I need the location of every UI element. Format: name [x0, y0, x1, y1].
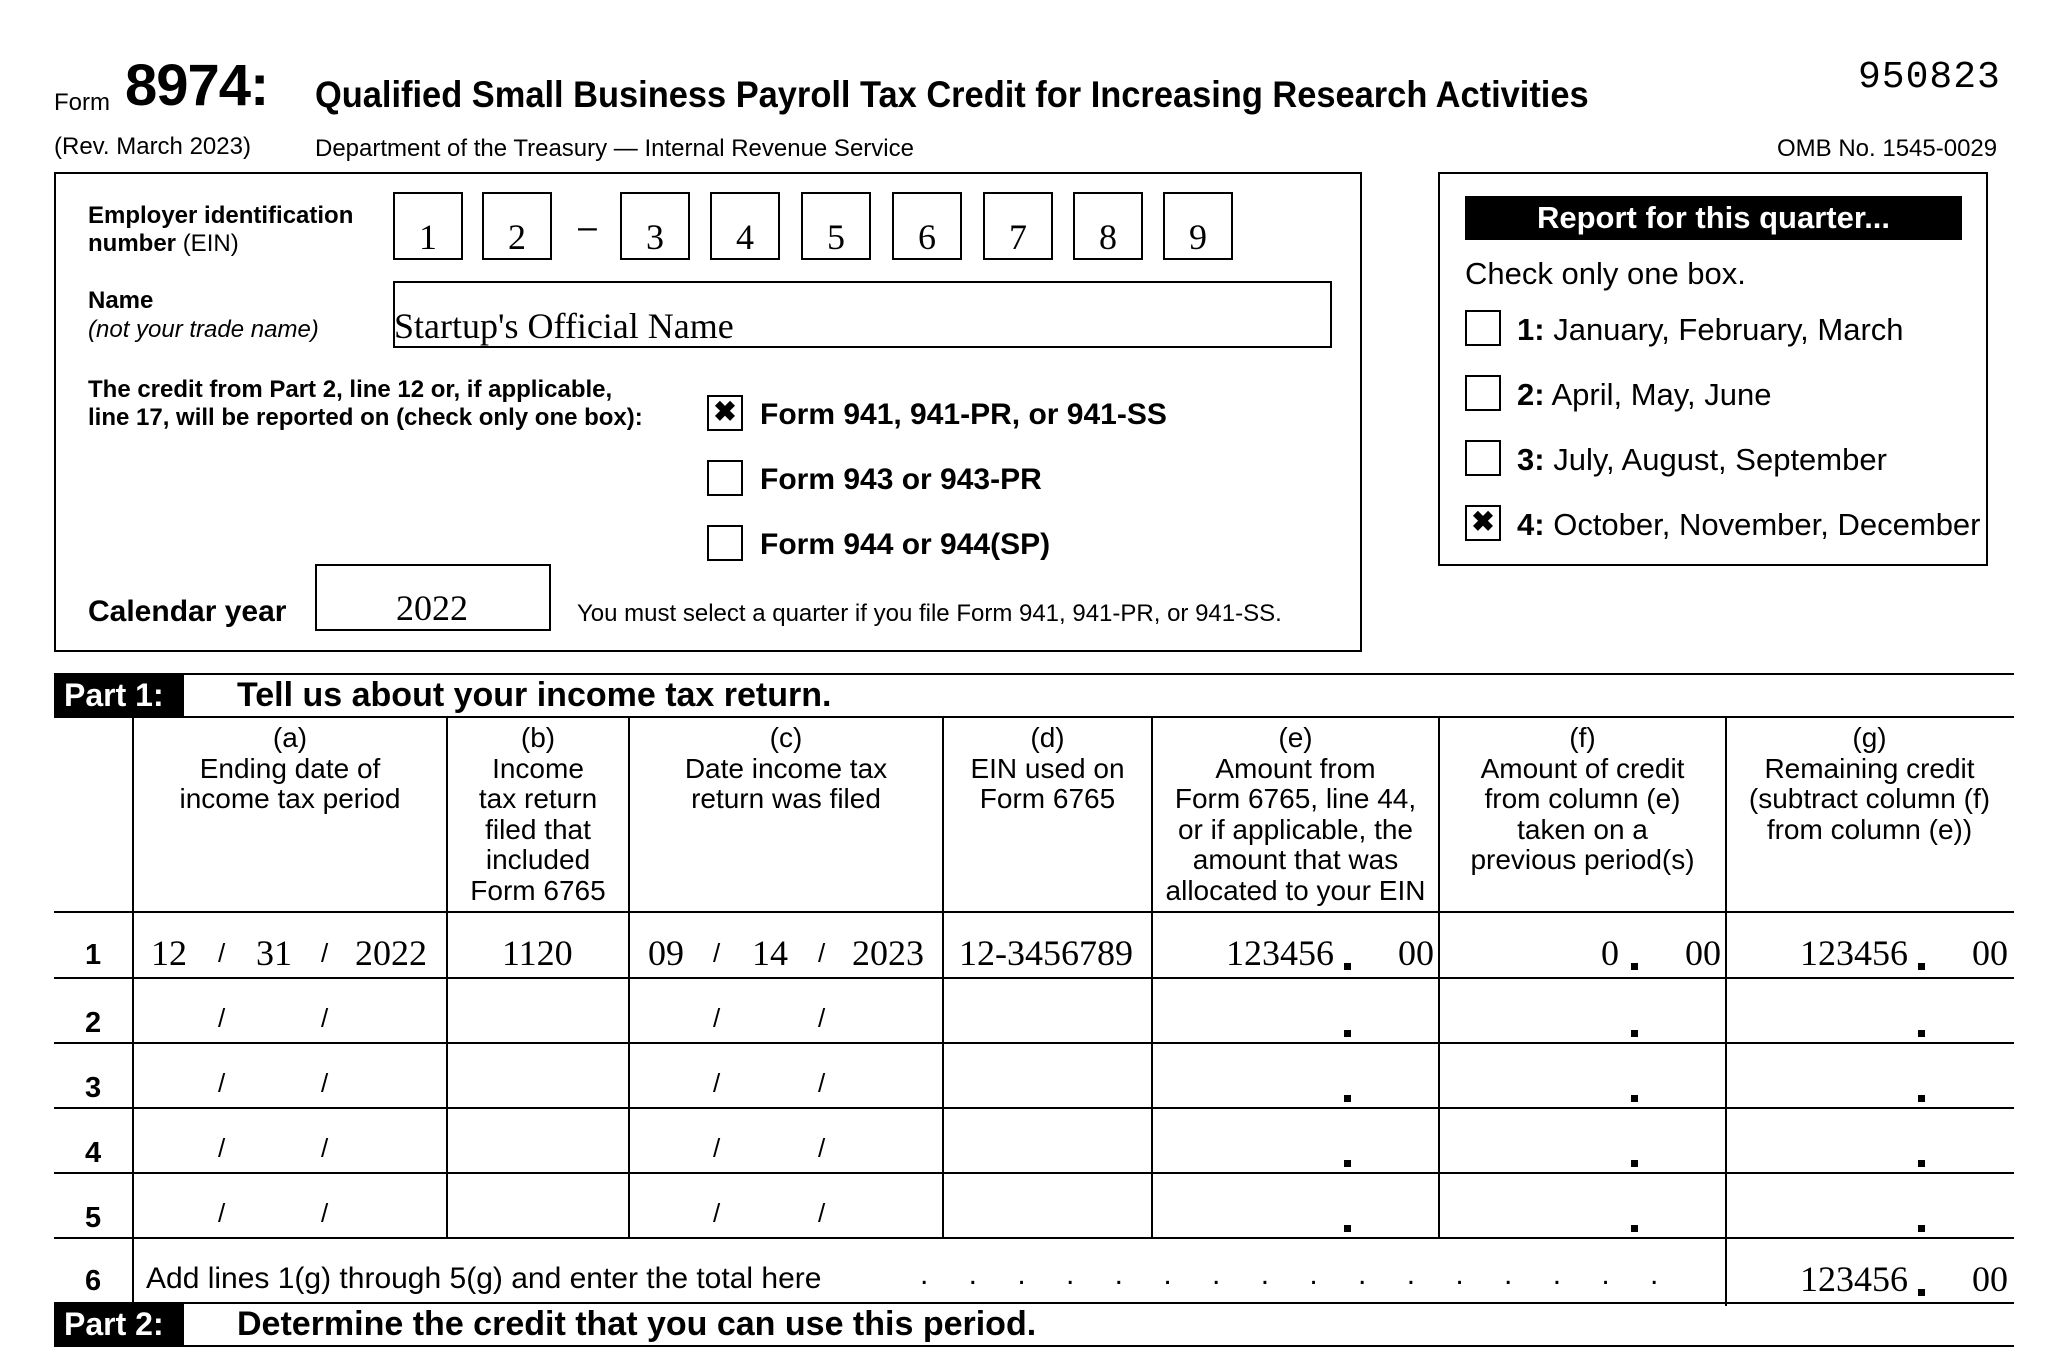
ein-digit-7[interactable]: 7: [983, 192, 1053, 260]
col-letter-d: (d): [1030, 722, 1065, 753]
col-text-g: Remaining credit (subtract column (f) from column (e)): [1748, 752, 1991, 845]
col-header-c: [630, 723, 942, 815]
quarter-4-checkbox[interactable]: [1465, 505, 1501, 541]
row-1-c-year[interactable]: 2023: [852, 933, 924, 973]
ein-label-number: number: [88, 230, 177, 257]
date-slash: /: [218, 1133, 226, 1163]
col-text-d: EIN used on Form 6765: [970, 752, 1125, 814]
date-slash: /: [818, 1068, 826, 1098]
decimal-point: [1918, 1160, 1925, 1167]
part2-title: Determine the credit that you can use this period.: [237, 1305, 1037, 1343]
quarter-4-text: October, November, December: [1553, 507, 1981, 542]
row-1-number: 1: [85, 939, 102, 971]
col-text-e: Amount from Form 6765, line 44, or if applicable, the amount that was allocated to your EIN: [1165, 752, 1426, 906]
date-slash: /: [713, 1133, 721, 1163]
decimal-point: [1344, 1030, 1351, 1037]
row-1-f-cents[interactable]: 00: [1685, 933, 1721, 973]
name-label: Name: [88, 287, 154, 314]
row-1-e-dollars[interactable]: 123456: [1226, 933, 1334, 973]
credit-report-label-line1: The credit from Part 2, line 12 or, if applicable,: [88, 376, 613, 403]
col-header-e: [1153, 723, 1438, 906]
date-slash: /: [818, 1003, 826, 1033]
decimal-point: [1631, 963, 1638, 970]
part1-tag: Part 1:: [54, 674, 184, 716]
col-text-c: Date income tax return was filed: [684, 752, 888, 814]
row-1-a-day[interactable]: 31: [256, 933, 292, 973]
row-1-e-cents[interactable]: 00: [1398, 933, 1434, 973]
quarter-3-label: [1517, 442, 1887, 478]
date-slash: /: [818, 1198, 826, 1228]
row-rule: [54, 1302, 2014, 1304]
col-letter-c: (c): [769, 722, 803, 753]
decimal-point: [1344, 1095, 1351, 1102]
decimal-point: [1631, 1030, 1638, 1037]
col-letter-b: (b): [520, 722, 556, 753]
form-code: 950823: [1858, 56, 2001, 99]
form-944-checkbox[interactable]: [707, 525, 743, 561]
quarter-2-label: [1517, 377, 1771, 413]
row-6-number: 6: [85, 1265, 102, 1297]
ein-digit-9[interactable]: 9: [1163, 192, 1233, 260]
row-rule: [54, 1107, 2014, 1109]
date-slash: /: [713, 938, 721, 968]
calendar-year-value: 2022: [396, 588, 468, 628]
date-slash: /: [818, 938, 826, 968]
line6-cents[interactable]: 00: [1972, 1259, 2008, 1299]
part1-header-rule: [54, 716, 2014, 718]
ein-label: [88, 202, 353, 258]
decimal-point: [1918, 1225, 1925, 1232]
ein-dash: –: [578, 208, 597, 246]
ein-digit-5[interactable]: 5: [801, 192, 871, 260]
decimal-point: [1344, 963, 1351, 970]
form-943-checkbox[interactable]: [707, 460, 743, 496]
row-1-a-year[interactable]: 2022: [355, 933, 427, 973]
col-header-a: [134, 723, 446, 815]
quarter-4-label: [1517, 507, 1981, 543]
col-header-b: [448, 723, 628, 906]
ein-label-line1: Employer identification: [88, 202, 354, 229]
row-1-c-month[interactable]: 09: [648, 933, 684, 973]
omb-number: OMB No. 1545-0029: [1777, 135, 1998, 162]
date-slash: /: [218, 938, 226, 968]
col-letter-f: (f): [1569, 722, 1596, 753]
col-header-d: [944, 723, 1151, 815]
form-label: Form: [54, 89, 110, 116]
date-slash: /: [713, 1198, 721, 1228]
row-1-g-dollars[interactable]: 123456: [1800, 933, 1908, 973]
col-text-b: Income tax return filed that included Form 6765: [470, 752, 606, 906]
row-3-number: 3: [85, 1072, 102, 1104]
form-941-checkbox[interactable]: [707, 395, 743, 431]
quarter-3-checkbox[interactable]: [1465, 440, 1501, 476]
date-slash: /: [321, 1003, 329, 1033]
decimal-point: [1918, 963, 1925, 970]
col-letter-g: (g): [1852, 722, 1887, 753]
decimal-point: [1631, 1095, 1638, 1102]
col-header-f: [1440, 723, 1725, 876]
quarter-2-checkbox[interactable]: [1465, 375, 1501, 411]
check-mark-icon: ✖: [1471, 506, 1495, 537]
name-value: Startup's Official Name: [394, 306, 734, 346]
part1-title: Tell us about your income tax return.: [237, 676, 832, 714]
quarter-header: Report for this quarter...: [1465, 196, 1962, 240]
col-text-f: Amount of credit from column (e) taken on a previous period(s): [1470, 752, 1695, 875]
date-slash: /: [321, 938, 329, 968]
form-941-label: Form 941, 941-PR, or 941-SS: [760, 398, 1167, 431]
row-rule: [54, 1042, 2014, 1044]
quarter-instruction: Check only one box.: [1465, 256, 1746, 291]
decimal-point: [1631, 1225, 1638, 1232]
row-4-number: 4: [85, 1137, 102, 1169]
ein-digit-4[interactable]: 4: [710, 192, 780, 260]
quarter-3-text: July, August, September: [1553, 442, 1887, 477]
date-slash: /: [218, 1068, 226, 1098]
col-header-g: [1727, 723, 2012, 845]
row-1-a-month[interactable]: 12: [151, 933, 187, 973]
calendar-year-label: Calendar year: [88, 595, 287, 628]
quarter-1-num: 1:: [1517, 312, 1545, 347]
line6-leader-dots: . . . . . . . . . . . . . . . .: [920, 1258, 1675, 1291]
date-slash: /: [321, 1133, 329, 1163]
date-slash: /: [713, 1068, 721, 1098]
quarter-note: You must select a quarter if you file Form 941, 941-PR, or 941-SS.: [577, 600, 1282, 627]
decimal-point: [1631, 1160, 1638, 1167]
decimal-point: [1344, 1160, 1351, 1167]
revision-date: (Rev. March 2023): [54, 133, 251, 160]
decimal-point: [1344, 1225, 1351, 1232]
form-number: 8974:: [125, 53, 269, 118]
date-slash: /: [818, 1133, 826, 1163]
form-944-label: Form 944 or 944(SP): [760, 528, 1051, 561]
part2-bottom-rule: [54, 1345, 2014, 1347]
line6-text: Add lines 1(g) through 5(g) and enter the total here: [146, 1262, 822, 1295]
date-slash: /: [218, 1003, 226, 1033]
ein-digit-3[interactable]: 3: [620, 192, 690, 260]
ein-digit-6[interactable]: 6: [892, 192, 962, 260]
form-943-label: Form 943 or 943-PR: [760, 463, 1042, 496]
date-slash: /: [713, 1003, 721, 1033]
quarter-2-text: April, May, June: [1551, 377, 1772, 412]
row-2-number: 2: [85, 1007, 102, 1039]
quarter-1-text: January, February, March: [1553, 312, 1904, 347]
row-rule: [54, 1237, 2014, 1239]
decimal-point: [1918, 1030, 1925, 1037]
part2-tag: Part 2:: [54, 1303, 184, 1345]
quarter-4-num: 4:: [1517, 507, 1545, 542]
date-slash: /: [321, 1198, 329, 1228]
row-rule: [54, 911, 2014, 913]
ein-label-abbrev: (EIN): [182, 230, 239, 257]
ein-digit-1[interactable]: 1: [393, 192, 463, 260]
quarter-2-num: 2:: [1517, 377, 1545, 412]
row-5-number: 5: [85, 1202, 102, 1234]
ein-digit-8[interactable]: 8: [1073, 192, 1143, 260]
decimal-point: [1918, 1289, 1925, 1296]
line6-dollars[interactable]: 123456: [1800, 1259, 1908, 1299]
col-letter-e: (e): [1278, 722, 1313, 753]
form-title: Qualified Small Business Payroll Tax Credit for Increasing Research Activities: [315, 74, 1589, 115]
credit-report-label-line2: line 17, will be reported on (check only one box):: [88, 404, 643, 431]
quarter-1-checkbox[interactable]: [1465, 310, 1501, 346]
row-1-c-day[interactable]: 14: [752, 933, 788, 973]
department: Department of the Treasury — Internal Revenue Service: [315, 135, 914, 162]
col-letter-a: (a): [272, 722, 308, 753]
row-1-g-cents[interactable]: 00: [1972, 933, 2008, 973]
row-rule: [54, 977, 2014, 979]
check-mark-icon: ✖: [713, 396, 737, 427]
quarter-1-label: [1517, 312, 1904, 348]
credit-report-label: [88, 376, 643, 432]
ein-digit-2[interactable]: 2: [482, 192, 552, 260]
name-sublabel: (not your trade name): [88, 316, 319, 343]
row-1-d[interactable]: 12-3456789: [959, 933, 1133, 973]
date-slash: /: [218, 1198, 226, 1228]
decimal-point: [1918, 1095, 1925, 1102]
ein-label-line2: [88, 230, 353, 258]
row-1-b[interactable]: 1120: [502, 933, 573, 973]
part1-top-rule: [54, 673, 2014, 675]
row-rule: [54, 1172, 2014, 1174]
row-1-f-dollars[interactable]: 0: [1601, 933, 1619, 973]
col-text-a: Ending date of income tax period: [179, 752, 401, 814]
quarter-3-num: 3:: [1517, 442, 1545, 477]
date-slash: /: [321, 1068, 329, 1098]
